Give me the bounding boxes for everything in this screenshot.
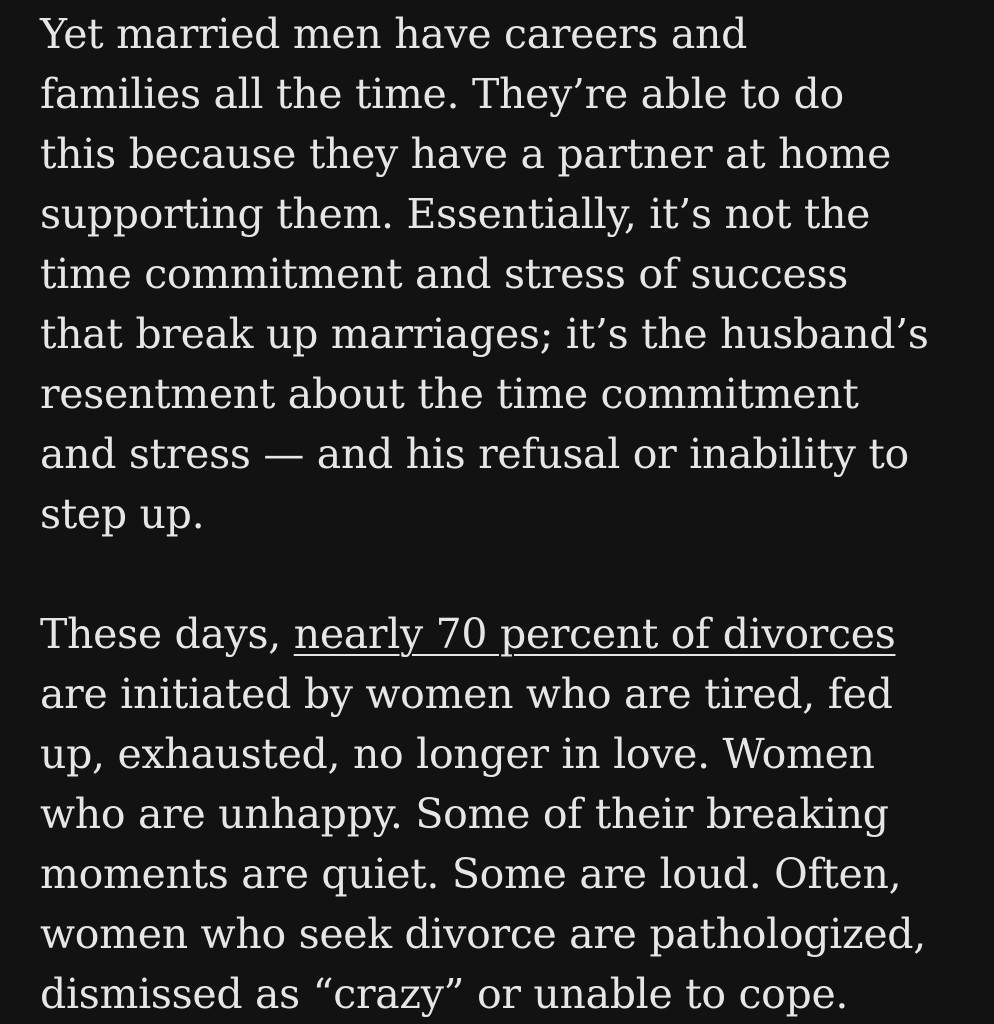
text-line: families all the time. They’re able to do [40, 70, 844, 118]
text-line: moments are quiet. Some are loud. Often, [40, 850, 902, 898]
text-line: up, exhausted, no longer in love. Women [40, 730, 875, 778]
text-line: that break up marriages; it’s the husband’s [40, 310, 929, 358]
text-line: step up. [40, 490, 205, 538]
text-line: who are unhappy. Some of their breaking [40, 790, 889, 838]
text-line [40, 604, 980, 664]
text-line: Yet married men have careers and [40, 10, 748, 58]
paragraph-divorce-statistics [40, 604, 980, 1024]
text-line: supporting them. Essentially, it’s not the [40, 190, 871, 238]
divorce-statistic-link[interactable]: nearly 70 percent of divorces [293, 610, 896, 658]
text-line: resentment about the time commitment [40, 370, 859, 418]
text-line: women who seek divorce are pathologized, [40, 910, 926, 958]
text-line: time commitment and stress of success [40, 250, 848, 298]
text-line: dismissed as “crazy” or unable to cope. [40, 970, 849, 1018]
text-line: this because they have a partner at home [40, 130, 892, 178]
text-line: and stress — and his refusal or inability to [40, 430, 909, 478]
paragraph-careers [40, 4, 980, 544]
text-prefix: These days, [40, 610, 294, 658]
text-line: are initiated by women who are tired, fed [40, 670, 893, 718]
